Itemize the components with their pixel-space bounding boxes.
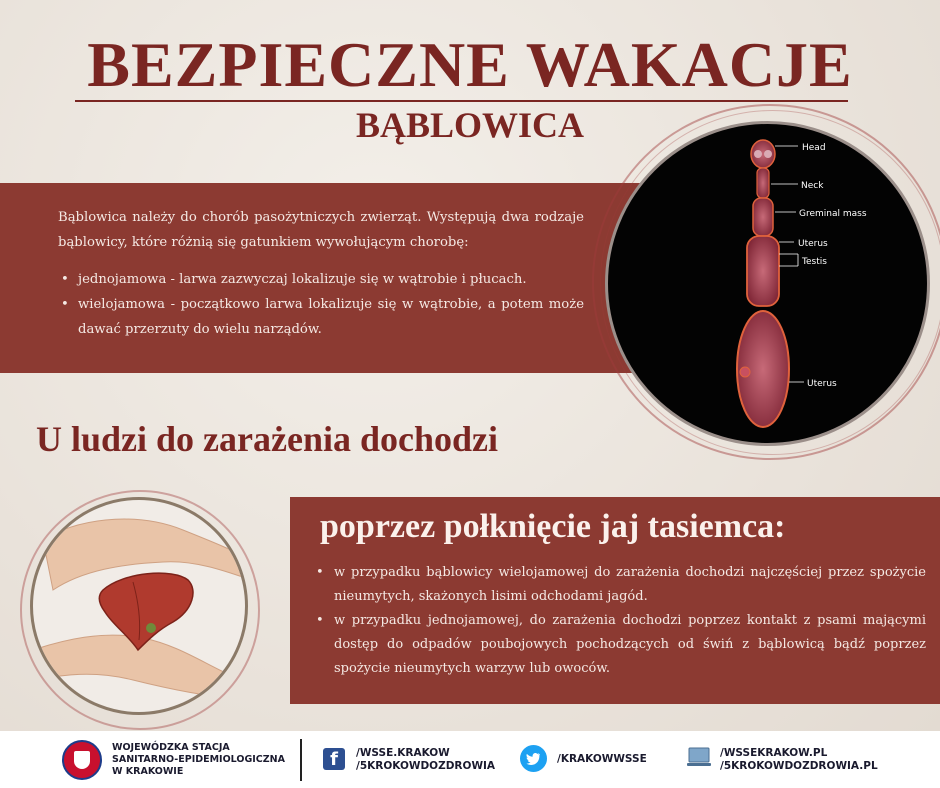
intro-text-block	[58, 205, 584, 342]
list-item: • w przypadku bąblowicy wielojamowej do zarażenia dochodzi najczęściej przez spożycie nieumytych, skażonych lisimi odchodami jagód.	[314, 561, 926, 609]
label-neck: Neck	[801, 181, 824, 191]
list-item: • jednojamowa - larwa zazwyczaj lokalizuje się w wątrobie i płucach.	[58, 267, 584, 292]
facebook-link[interactable]: /5KROKOWDOZDROWIA	[356, 760, 496, 772]
laptop-icon	[686, 746, 712, 770]
label-head: Head	[802, 143, 826, 153]
page-title: BEZPIECZNE WAKACJE	[87, 29, 853, 100]
title-divider	[75, 100, 848, 102]
page-subtitle: BĄBLOWICA	[355, 105, 585, 145]
list-item: • w przypadku jednojamowej, do zarażenia dochodzi poprzez kontakt z psami mającymi dostęp do odpadów poubojowych pochodzących od świń z bąblowicą bądź poprzez spożycie nieumytych warzyw lub owoców.	[314, 609, 926, 681]
intro-list	[58, 267, 584, 342]
liver-icon	[33, 500, 248, 715]
label-testis: Testis	[802, 257, 827, 267]
website-links[interactable]	[720, 747, 878, 773]
intro-paragraph: Bąblowica należy do chorób pasożytniczych zwierząt. Występują dwa rodzaje bąblowicy, które różnią się gatunkiem wywołującym chorobę:	[58, 210, 584, 250]
tapeworm-diagram	[605, 121, 930, 446]
facebook-link[interactable]: /WSSE.KRAKOW	[356, 747, 450, 759]
org-line: W KRAKOWIE	[112, 766, 184, 777]
label-greminal-mass: Greminal mass	[799, 209, 867, 219]
transmission-title: poprzez połknięcie jaj tasiemca:	[320, 508, 786, 545]
org-line: SANITARNO-EPIDEMIOLOGICZNA	[112, 754, 285, 765]
website-link[interactable]: /WSSEKRAKOW.PL	[720, 747, 828, 759]
facebook-icon[interactable]: f	[323, 748, 345, 770]
twitter-link[interactable]: /KRAKOWWSSE	[557, 753, 647, 765]
section-heading: U ludzi do zarażenia dochodzi	[36, 419, 499, 459]
transmission-text-block	[314, 561, 926, 681]
tapeworm-illustration	[608, 124, 930, 446]
sanepid-logo-icon	[62, 740, 102, 780]
org-line: WOJEWÓDZKA STACJA	[112, 742, 230, 753]
list-item: • wielojamowa - początkowo larwa lokalizuje się w wątrobie, a potem może dawać przerzuty do wielu narządów.	[58, 292, 584, 342]
transmission-list	[314, 561, 926, 681]
organization-name	[112, 742, 285, 778]
label-uterus: Uterus	[798, 239, 828, 249]
label-uterus-lower: Uterus	[807, 379, 837, 389]
footer	[0, 731, 940, 788]
website-link[interactable]: /5KROKOWDOZDROWIA.PL	[720, 760, 878, 772]
facebook-links[interactable]	[356, 747, 495, 773]
liver-hands-image	[30, 497, 248, 715]
footer-divider	[300, 739, 302, 781]
twitter-icon[interactable]	[520, 745, 547, 772]
